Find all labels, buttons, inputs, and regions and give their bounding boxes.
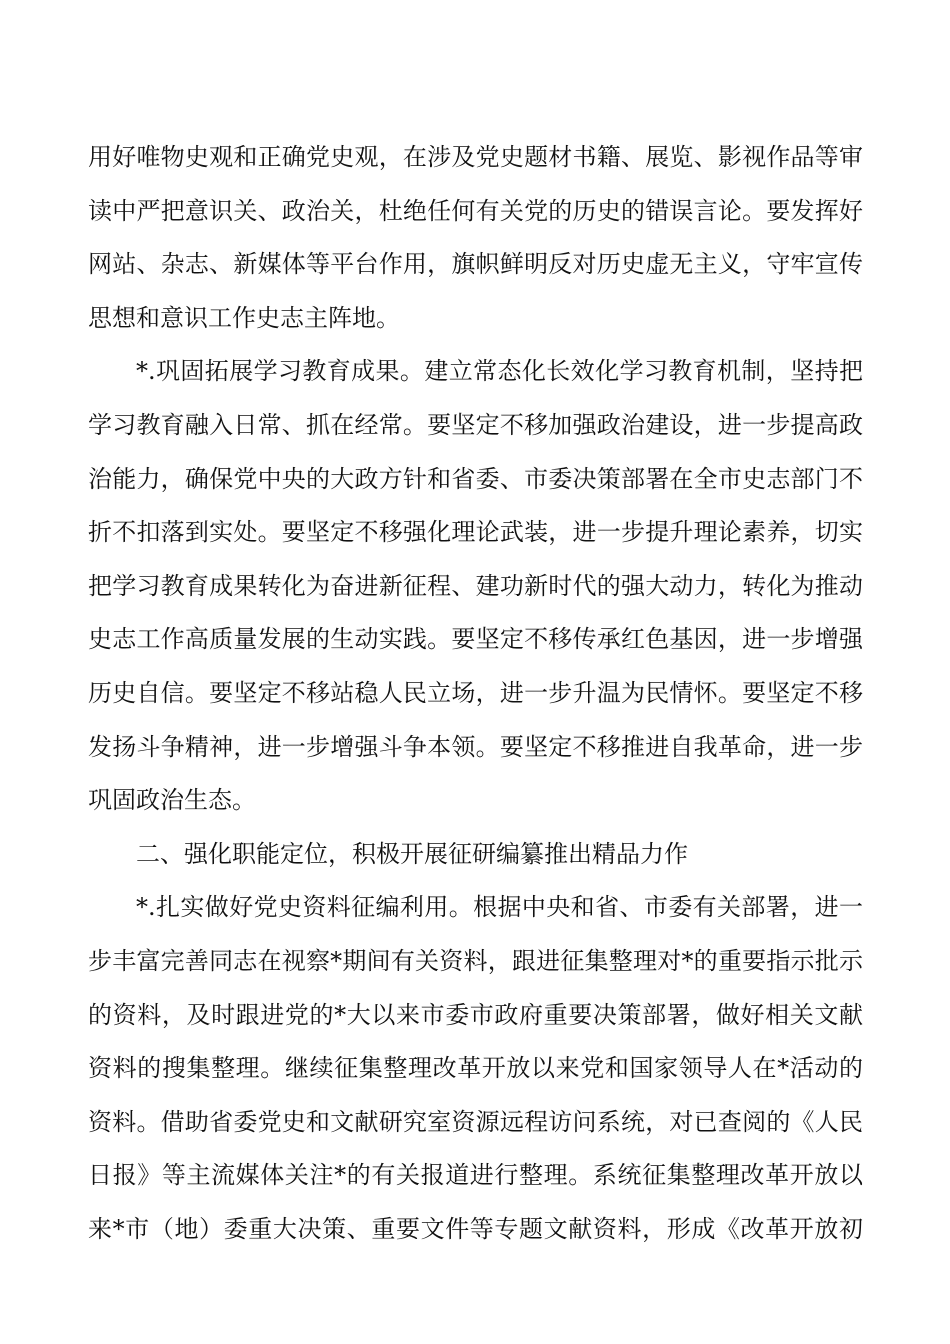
text-line: 把学习教育成果转化为奋进新征程、建功新时代的强大动力，转化为推动 [88,571,863,600]
text-line: 步丰富完善同志在视察*期间有关资料，跟进征集整理对*的重要指示批示 [88,946,863,975]
text-line: *.扎实做好党史资料征编利用。根据中央和省、市委有关部署，进一 [136,893,863,922]
text-line: 网站、杂志、新媒体等平台作用，旗帜鲜明反对历史虚无主义，守牢宣传 [88,250,863,279]
text-line: 资料的搜集整理。继续征集整理改革开放以来党和国家领导人在*活动的 [88,1054,863,1083]
text-line: 思想和意识工作史志主阵地。 [88,303,400,332]
text-line: 来*市（地）委重大决策、重要文件等专题文献资料，形成《改革开放初 [88,1214,863,1243]
text-line: *.巩固拓展学习教育成果。建立常态化长效化学习教育机制，坚持把 [136,357,863,386]
text-line: 日报》等主流媒体关注*的有关报道进行整理。系统征集整理改革开放以 [88,1161,863,1190]
text-line: 的资料，及时跟进党的*大以来市委市政府重要决策部署，做好相关文献 [88,1000,863,1029]
text-line: 巩固政治生态。 [88,786,256,815]
text-line: 用好唯物史观和正确党史观，在涉及党史题材书籍、展览、影视作品等审 [88,143,863,171]
text-line: 治能力，确保党中央的大政方针和省委、市委决策部署在全市史志部门不 [88,464,863,493]
text-line: 资料。借助省委党史和文献研究室资源远程访问系统，对已查阅的《人民 [88,1107,863,1136]
section-heading: 二、强化职能定位，积极开展征研编纂推出精品力作 [136,839,688,868]
text-line: 发扬斗争精神，进一步增强斗争本领。要坚定不移推进自我革命，进一步 [88,732,863,761]
text-line: 读中严把意识关、政治关，杜绝任何有关党的历史的错误言论。要发挥好 [88,196,863,225]
text-line: 折不扣落到实处。要坚定不移强化理论武装，进一步提升理论素养，切实 [88,518,863,547]
text-line: 历史自信。要坚定不移站稳人民立场，进一步升温为民情怀。要坚定不移 [88,678,863,707]
text-line: 学习教育融入日常、抓在经常。要坚定不移加强政治建设，进一步提高政 [88,410,863,439]
document-body [88,131,863,1256]
text-line: 史志工作高质量发展的生动实践。要坚定不移传承红色基因，进一步增强 [88,625,863,654]
